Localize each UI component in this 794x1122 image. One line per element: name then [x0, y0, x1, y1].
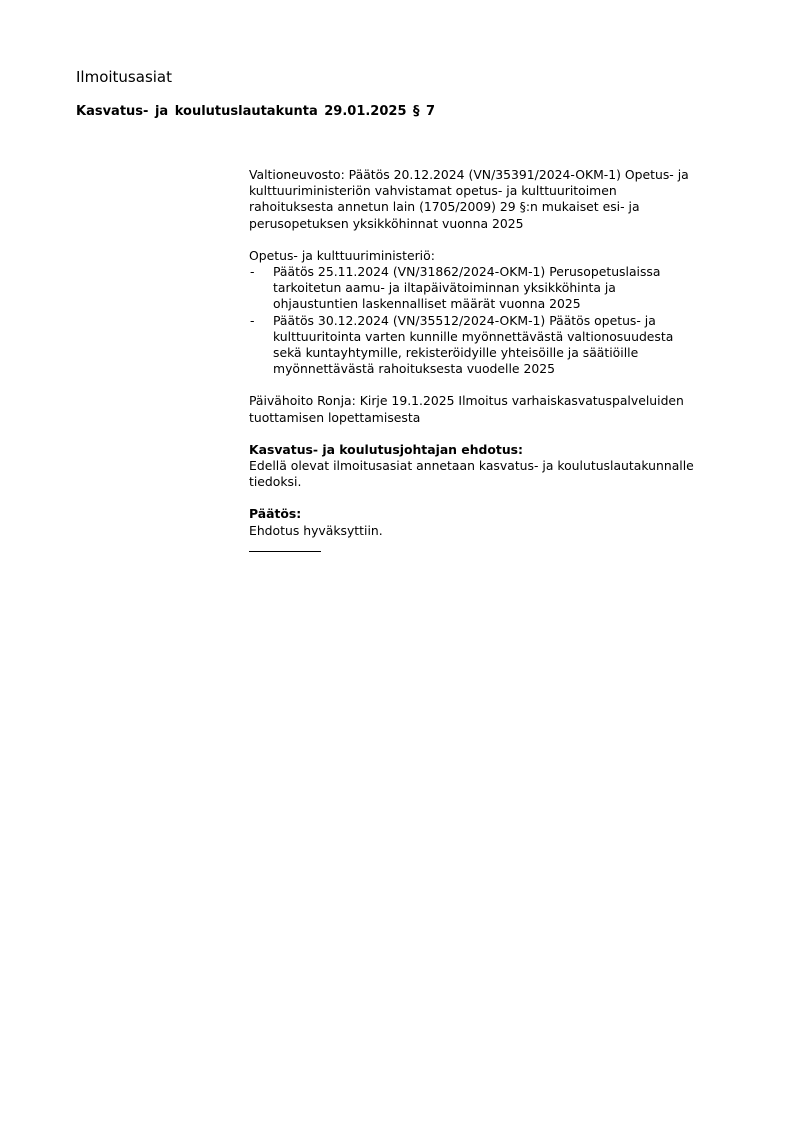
intro-line: Valtioneuvosto: Päätös 20.12.2024 (VN/35391/2024-OKM-1) Opetus- ja — [249, 167, 689, 182]
page-title: Ilmoitusasiat — [76, 68, 172, 86]
ministry-item — [249, 313, 749, 378]
decision-text: Ehdotus hyväksyttiin. — [249, 522, 383, 538]
ministry-item-line: myönnettävästä rahoituksesta vuodelle 2025 — [273, 361, 556, 377]
intro-line: rahoituksesta annetun lain (1705/2009) 29 §:n mukaiset esi- ja — [249, 199, 640, 215]
ministry-item-line: Päätös 30.12.2024 (VN/35512/2024-OKM-1) Päätös opetus- ja — [273, 312, 656, 328]
intro-line: perusopetuksen yksikköhinnat vuonna 2025 — [249, 215, 524, 231]
document-body — [249, 167, 749, 552]
ministry-item-line: ohjaustuntien laskennalliset määrät vuonna 2025 — [273, 296, 581, 312]
daycare-line: tuottamisen lopettamisesta — [249, 409, 421, 425]
ministry-item — [249, 264, 749, 313]
proposal-heading: Kasvatus- ja koulutusjohtajan ehdotus: — [249, 441, 523, 457]
ministry-label: Opetus- ja kulttuuriministeriö: — [249, 247, 435, 263]
intro-line: kulttuuriministeriön vahvistamat opetus- ja kulttuuritoimen — [249, 183, 617, 199]
ministry-item-line: Päätös 25.11.2024 (VN/31862/2024-OKM-1) Perusopetuslaissa — [273, 264, 661, 280]
ministry-item-line: kulttuuritointa varten kunnille myönnettävästä valtionosuudesta — [273, 328, 674, 344]
intro-paragraph — [249, 167, 749, 232]
proposal-line: Edellä olevat ilmoitusasiat annetaan kasvatus- ja koulutuslautakunnalle — [249, 458, 694, 474]
decision-section — [249, 506, 749, 551]
proposal-line: tiedoksi. — [249, 474, 302, 490]
ministry-item-line: sekä kuntayhtymille, rekisteröidyille yhteisöille ja säätiöille — [273, 345, 639, 361]
bullet-dash: - — [250, 312, 255, 328]
ministry-item-line: tarkoitetun aamu- ja iltapäivätoiminnan yksikköhinta ja — [273, 280, 616, 296]
meeting-header: Kasvatus- ja koulutuslautakunta 29.01.2025 § 7 — [76, 104, 436, 119]
proposal-section — [249, 442, 749, 491]
daycare-line: Päivähoito Ronja: Kirje 19.1.2025 Ilmoitus varhaiskasvatuspalveluiden — [249, 393, 684, 409]
daycare-paragraph — [249, 393, 749, 425]
ministry-section — [249, 248, 749, 378]
bullet-dash: - — [250, 264, 255, 280]
decision-heading: Päätös: — [249, 506, 302, 522]
signature-line — [249, 551, 321, 552]
